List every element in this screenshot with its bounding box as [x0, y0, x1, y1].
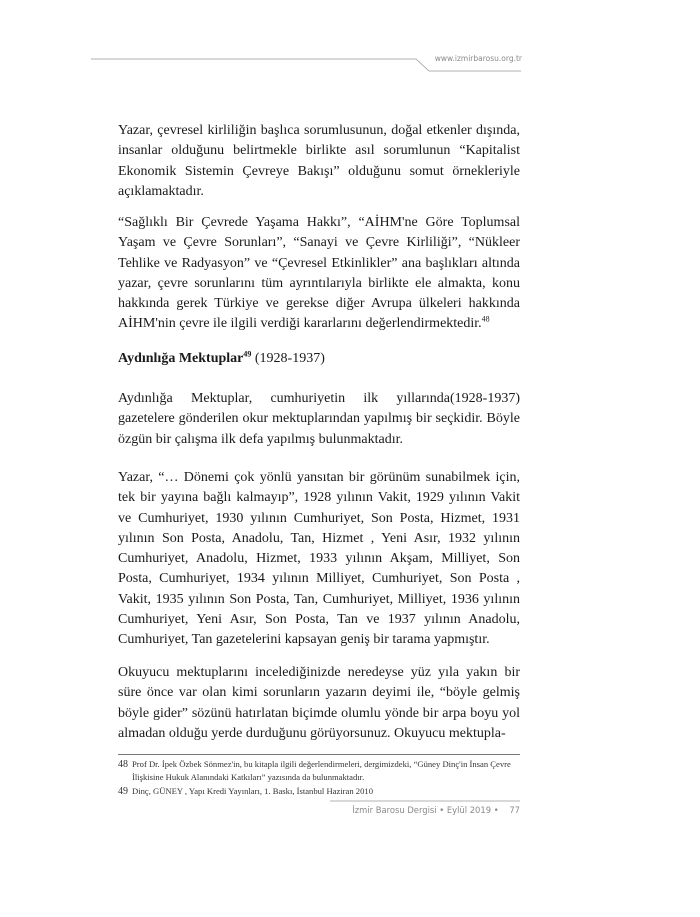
- page-footer: [352, 805, 520, 815]
- paragraph-2-text: “Sağlıklı Bir Çevrede Yaşama Hakkı”, “AİHM'ne Göre Toplumsal Yaşam ve Çevre Sorunları”, “Sanayi ve Çevre Kirliliği”, “Nükleer Tehlike ve Radyasyon” ve “Çevresel Etkinlikler” ana başlıkları altında yazar, çevre sorunlarını tüm ayrıntılarıyla birlikte ele almakta, konu hakkında gerek Türkiye ve gerekse diğer Avrupa ülkeleri hakkında AİHM'nin çevre ile ilgili verdiği kararlarını değerlendirmektedir.: [118, 215, 520, 332]
- footnote-ref-49[interactable]: 49: [243, 349, 252, 359]
- footnote-48-number: 48: [118, 759, 128, 770]
- footnote-separator: [118, 754, 520, 755]
- footer-journal: İzmir Barosu Dergisi • Eylül 2019 •: [352, 805, 499, 815]
- paragraph-4: [118, 468, 520, 651]
- section-heading-date: (1928-1937): [254, 351, 325, 366]
- section-heading: [118, 349, 520, 369]
- footnote-49: [118, 785, 520, 798]
- footnote-49-text: Dinç, GÜNEY , Yapı Kredi Yayınları, 1. Baskı, İstanbul Haziran 2010: [132, 786, 373, 796]
- footnote-48: [118, 758, 520, 784]
- paragraph-5-text: Okuyucu mektuplarını incelediğinizde neredeyse yüz yıla yakın bir süre önce var olan kimi sorunların yazarın deyimi ile, “böyle gelmiş böyle gider” sözünü hatırlatan biçimde olumlu yönde bir arpa boyu yol almadan olduğu yerde durduğunu görüyorsunuz. Okuyucu mektupla-: [118, 665, 520, 741]
- footnote-49-number: 49: [118, 786, 128, 797]
- section-heading-title: Aydınlığa Mektuplar: [118, 351, 244, 366]
- paragraph-3: [118, 389, 520, 450]
- paragraph-4-text: Yazar, “… Dönemi çok yönlü yansıtan bir görünüm sunabilmek için, tek bir yayına bağlı kalmayıp”, 1928 yılının Vakit, 1929 yılının Vakit ve Cumhuriyet, 1930 yılının Cumhuriyet, Son Posta, Hizmet, 1931 yılının Son Posta, Anadolu, Tan, Hizmet , Yeni Asır, 1932 yılının Cumhuriyet, Anadolu, Hizmet, 1933 yılının Akşam, Milliyet, Son Posta, Cumhuriyet, 1934 yılının Milliyet, Cumhuriyet, Son Posta , Vakit, 1935 yılının Son Posta, Tan, Cumhuriyet, Milliyet, 1936 yılının Cumhuriyet, Yeni Asır, Son Posta, Tan ve 1937 yılının Anadolu, Cumhuriyet, Tan gazetelerini kapsayan geniş bir tarama yapmıştır.: [118, 470, 520, 648]
- paragraph-5: [118, 663, 520, 744]
- footnote-48-text: Prof Dr. İpek Özbek Sönmez'in, bu kitapla ilgili değerlendirmeleri, dergimizdeki, “Güney Dinç'in İnsan Çevre İlişkisine Hukuk Alanındaki Katkıları” yazısında da bulunmaktadır.: [132, 759, 511, 782]
- paragraph-3-text: Aydınlığa Mektuplar, cumhuriyetin ilk yıllarında(1928-1937) gazetelere gönderilen okur mektuplarından yapılmış bir seçkidir. Böyle özgün bir çalışma ilk defa yapılmış bulunmaktadır.: [118, 391, 520, 447]
- header-url[interactable]: www.izmirbarosu.org.tr: [434, 54, 522, 63]
- paragraph-1-text: Yazar, çevresel kirliliğin başlıca sorumlusunun, doğal etkenler dışında, insanlar olduğunu belirtmekle birlikte asıl sorumlunun “Kapitalist Ekonomik Sistemin Çevreye Bakışı” olduğunu somut örnekleriyle açıklamaktadır.: [118, 123, 520, 199]
- footnote-ref-48[interactable]: 48: [481, 314, 490, 324]
- page-number: 77: [509, 805, 520, 815]
- paragraph-2: [118, 213, 520, 335]
- header-rule: [91, 58, 521, 72]
- paragraph-1: [118, 121, 520, 202]
